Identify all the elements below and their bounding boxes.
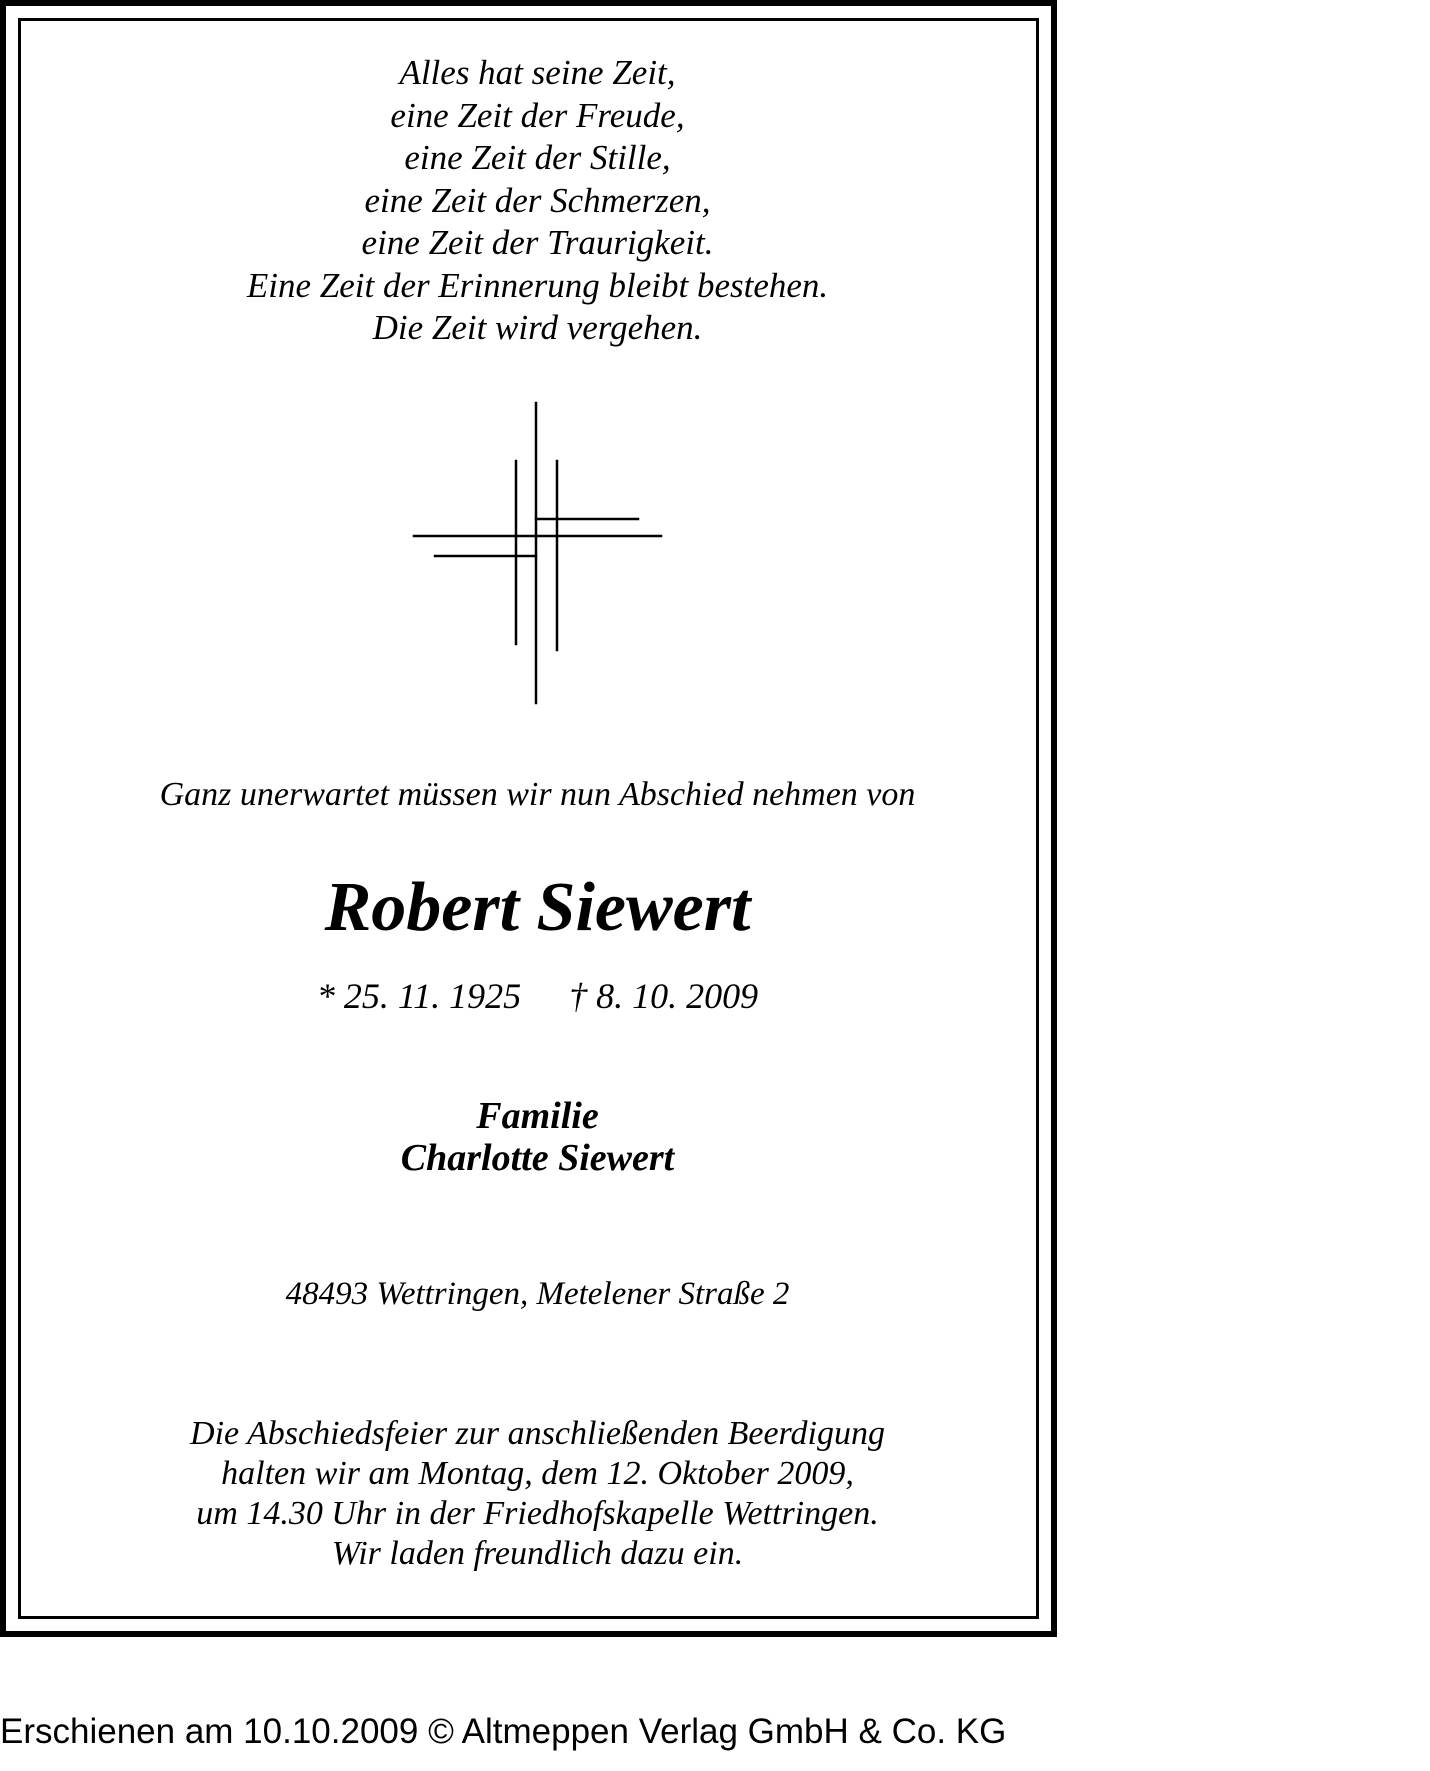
poem-line: eine Zeit der Traurigkeit. xyxy=(361,223,714,262)
family-line: Charlotte Siewert xyxy=(400,1137,675,1179)
deceased-name: Robert Siewert xyxy=(324,869,751,946)
life-dates xyxy=(0,975,1075,1017)
family-line: Familie xyxy=(476,1095,599,1137)
poem-line: Eine Zeit der Erinnerung bleibt bestehen. xyxy=(246,265,829,305)
ceremony-line: Die Abschiedsfeier zur anschließenden Beerdigung xyxy=(190,1415,885,1452)
family-signature xyxy=(0,1095,1075,1179)
poem-line: Die Zeit wird vergehen. xyxy=(372,308,703,347)
ceremony-line: Wir laden freundlich dazu ein. xyxy=(331,1535,744,1572)
address: 48493 Wettringen, Metelener Straße 2 xyxy=(285,1276,790,1312)
ceremony-info xyxy=(0,1414,1075,1574)
poem xyxy=(0,52,1075,350)
death-date: † 8. 10. 2009 xyxy=(569,976,759,1016)
ceremony-line: halten wir am Montag, dem 12. Oktober 2009, xyxy=(221,1455,854,1492)
ceremony-line: um 14.30 Uhr in der Friedhofskapelle Wettringen. xyxy=(196,1495,879,1532)
cross-icon xyxy=(405,398,665,708)
birth-date: * 25. 11. 1925 xyxy=(316,976,522,1016)
poem-line: eine Zeit der Freude, xyxy=(390,95,685,135)
poem-line: eine Zeit der Schmerzen, xyxy=(364,180,711,220)
intro-text: Ganz unerwartet müssen wir nun Abschied nehmen von xyxy=(159,776,916,813)
publication-footer: Erschienen am 10.10.2009 © Altmeppen Verlag GmbH & Co. KG xyxy=(0,1712,1007,1751)
poem-line: eine Zeit der Stille, xyxy=(404,138,671,177)
poem-line: Alles hat seine Zeit, xyxy=(399,53,676,92)
